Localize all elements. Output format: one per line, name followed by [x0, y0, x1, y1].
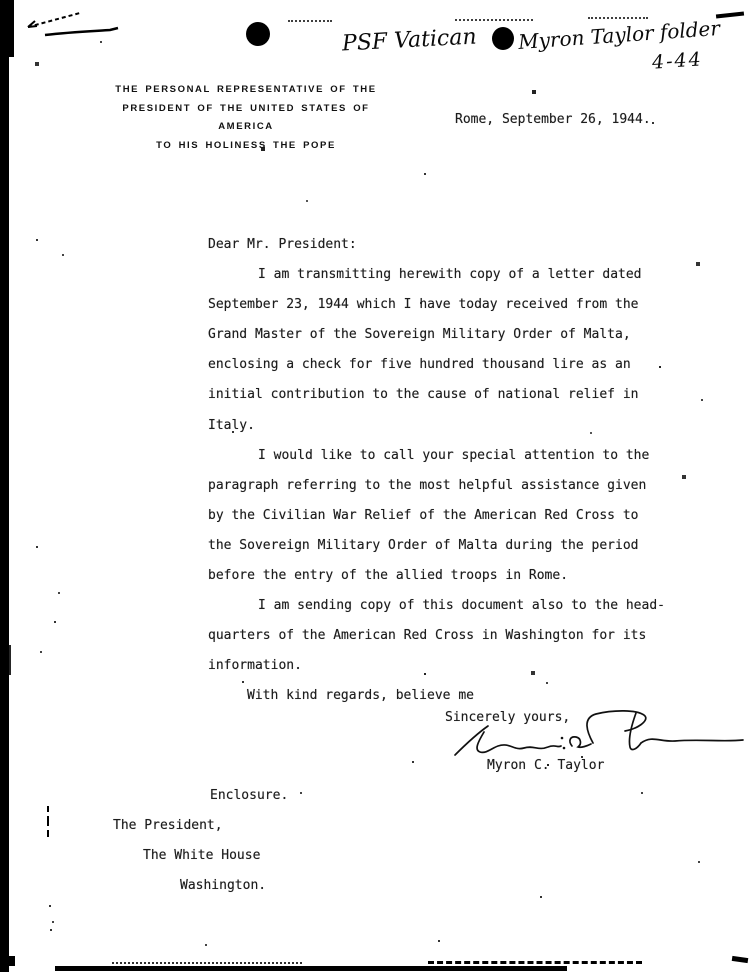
hole-punch-icon: [246, 22, 270, 46]
valediction: Sincerely yours,: [445, 710, 571, 725]
enclosure-note: Enclosure.: [210, 788, 289, 803]
letterhead-line: TO HIS HOLINESS THE POPE: [156, 140, 336, 152]
body-line: quarters of the American Red Cross in Washington for its: [208, 628, 647, 644]
scan-bottom-bar: [55, 966, 567, 971]
body-line: information.: [208, 658, 302, 674]
body-line: the Sovereign Military Order of Malta during the period: [208, 537, 639, 553]
pen-mark-arrow: [20, 5, 160, 50]
annotation-folder-number: 4-44: [651, 48, 704, 74]
body-line: I would like to call your special attention to the: [258, 447, 650, 463]
letterhead-line: PRESIDENT OF THE UNITED STATES OF AMERICA: [122, 102, 370, 133]
dateline: Rome, September 26, 1944.: [455, 112, 651, 127]
body-line: I am transmitting herewith copy of a letter dated: [258, 267, 642, 283]
signature-scrawl: [440, 702, 750, 764]
scan-bottom-right-mark: [732, 956, 749, 963]
body-line: With kind regards, believe me: [247, 688, 474, 704]
body-line: initial contribution to the cause of national relief in: [208, 387, 639, 403]
signature-name: Myron C. Taylor: [487, 758, 605, 773]
margin-dash-mark: [47, 830, 49, 837]
scan-edge-bar: [0, 0, 9, 972]
body-line: paragraph referring to the most helpful assistance given: [208, 477, 647, 493]
body-line: Dear Mr. President:: [208, 237, 357, 252]
body-line: I am sending copy of this document also to the head-: [258, 598, 665, 614]
address-line: Washington.: [180, 878, 267, 893]
scan-top-dotted-mark: [588, 17, 648, 19]
scan-edge-nub: [8, 645, 11, 675]
scan-top-right-dash: [716, 12, 744, 19]
body-line: September 23, 1944 which I have today received from the: [208, 297, 639, 313]
hole-punch-icon: [492, 27, 514, 50]
letterhead: [96, 81, 396, 156]
body-line: by the Civilian War Relief of the American Red Cross to: [208, 507, 639, 523]
address-line: The President,: [113, 818, 223, 833]
margin-dash-mark: [47, 816, 49, 826]
margin-dash-mark: [47, 806, 49, 812]
letter-body: [208, 230, 665, 712]
body-line: enclosing a check for five hundred thousand lire as an: [208, 357, 631, 373]
body-line: before the entry of the allied troops in Rome.: [208, 568, 569, 584]
scan-bottom-dotted-line: [112, 962, 302, 964]
annotation-psf-vatican: PSF Vatican: [341, 24, 478, 57]
scan-bottom-dashed-line: [428, 961, 642, 964]
scan-speckles: [0, 0, 2, 2]
scan-edge-bar-top: [0, 0, 14, 57]
body-line: Italy.: [208, 417, 255, 433]
body-line: Grand Master of the Sovereign Military Order of Malta,: [208, 327, 631, 343]
letterhead-line: THE PERSONAL REPRESENTATIVE OF THE: [115, 84, 377, 95]
scan-bottom-square: [8, 956, 15, 966]
address-line: The White House: [143, 848, 261, 863]
annotation-folder: Myron Taylor folder: [517, 15, 721, 55]
scan-top-dotted-mark: [288, 20, 332, 22]
scan-top-dotted-mark: [455, 19, 533, 21]
